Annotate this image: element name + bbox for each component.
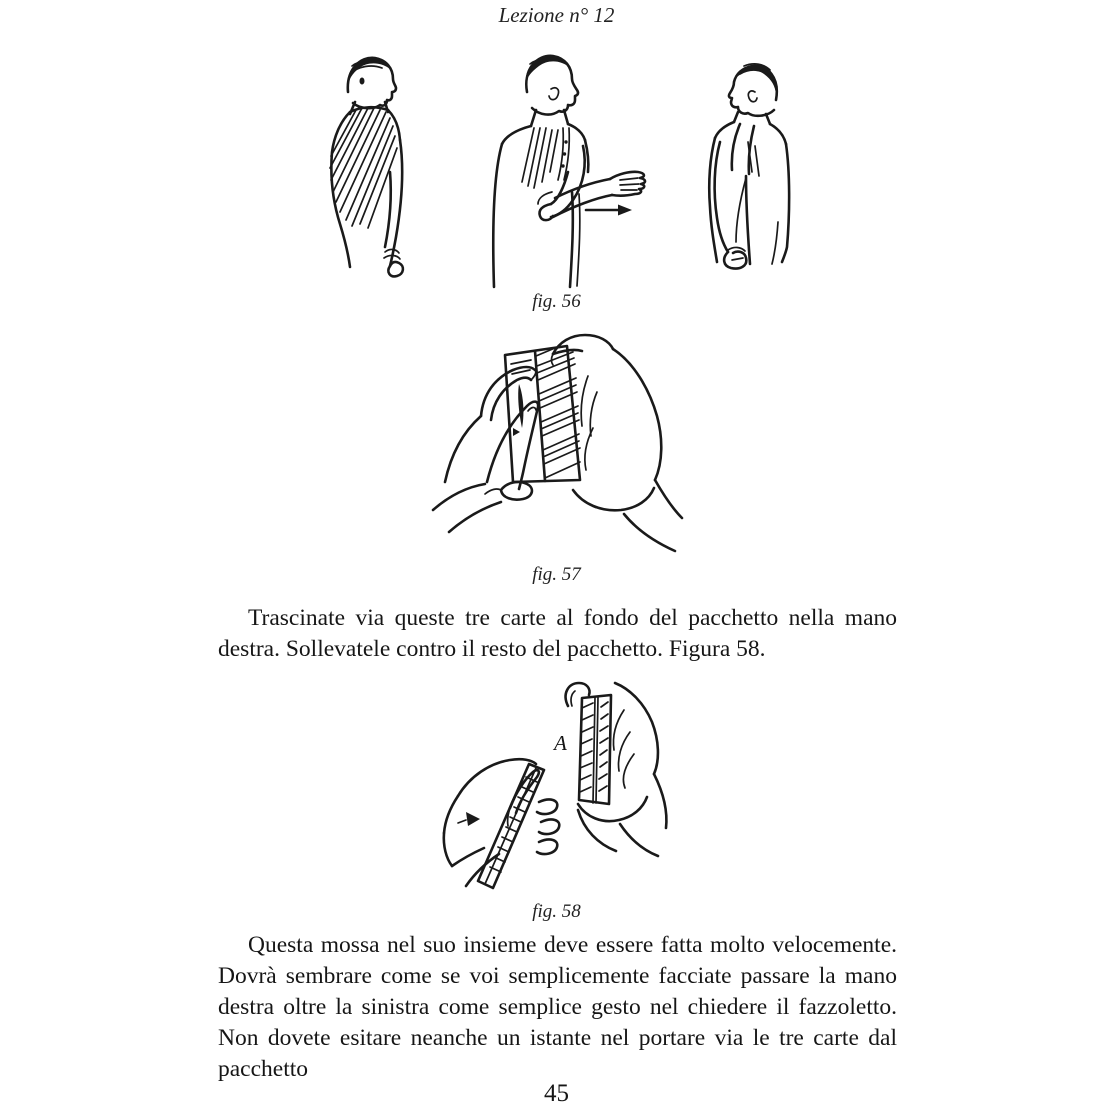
fig58-point-label: A bbox=[554, 731, 567, 755]
man-right-figure bbox=[709, 64, 789, 269]
paragraph-1: Trascinate via queste tre carte al fondo del pacchetto nella mano destra. Sollevatele contro il resto del pacchetto. Figura 58. bbox=[218, 605, 897, 662]
motion-arrow-right-icon bbox=[586, 205, 632, 216]
right-hand bbox=[552, 335, 683, 551]
man-left-figure bbox=[330, 58, 403, 277]
running-head: Lezione n° 12 bbox=[498, 3, 615, 27]
fig57-caption: fig. 57 bbox=[532, 564, 581, 585]
man-center-figure bbox=[493, 56, 645, 287]
paragraph-2: Questa mossa nel suo insieme deve essere fatta molto velocemente. Dovrà sembrare come se voi semplicemente facciate passare la mano destra oltre la sinistra come semplice gesto nel chiedere il fazzoletto. Non dovete esitare neanche un istante nel portare via le tre carte dal pacchetto bbox=[218, 932, 897, 1082]
page-number: 45 bbox=[544, 1080, 569, 1107]
fig58-caption: fig. 58 bbox=[532, 901, 581, 922]
fig56-three-men-illustration bbox=[300, 52, 820, 290]
fig57-hands-holding-cards-illustration bbox=[425, 332, 690, 557]
card-packet bbox=[505, 346, 580, 482]
fig56-caption: fig. 56 bbox=[532, 291, 581, 312]
fig58-hands-split-packet-illustration bbox=[432, 676, 687, 896]
vertical-packet bbox=[579, 695, 611, 804]
left-hand bbox=[433, 367, 538, 532]
